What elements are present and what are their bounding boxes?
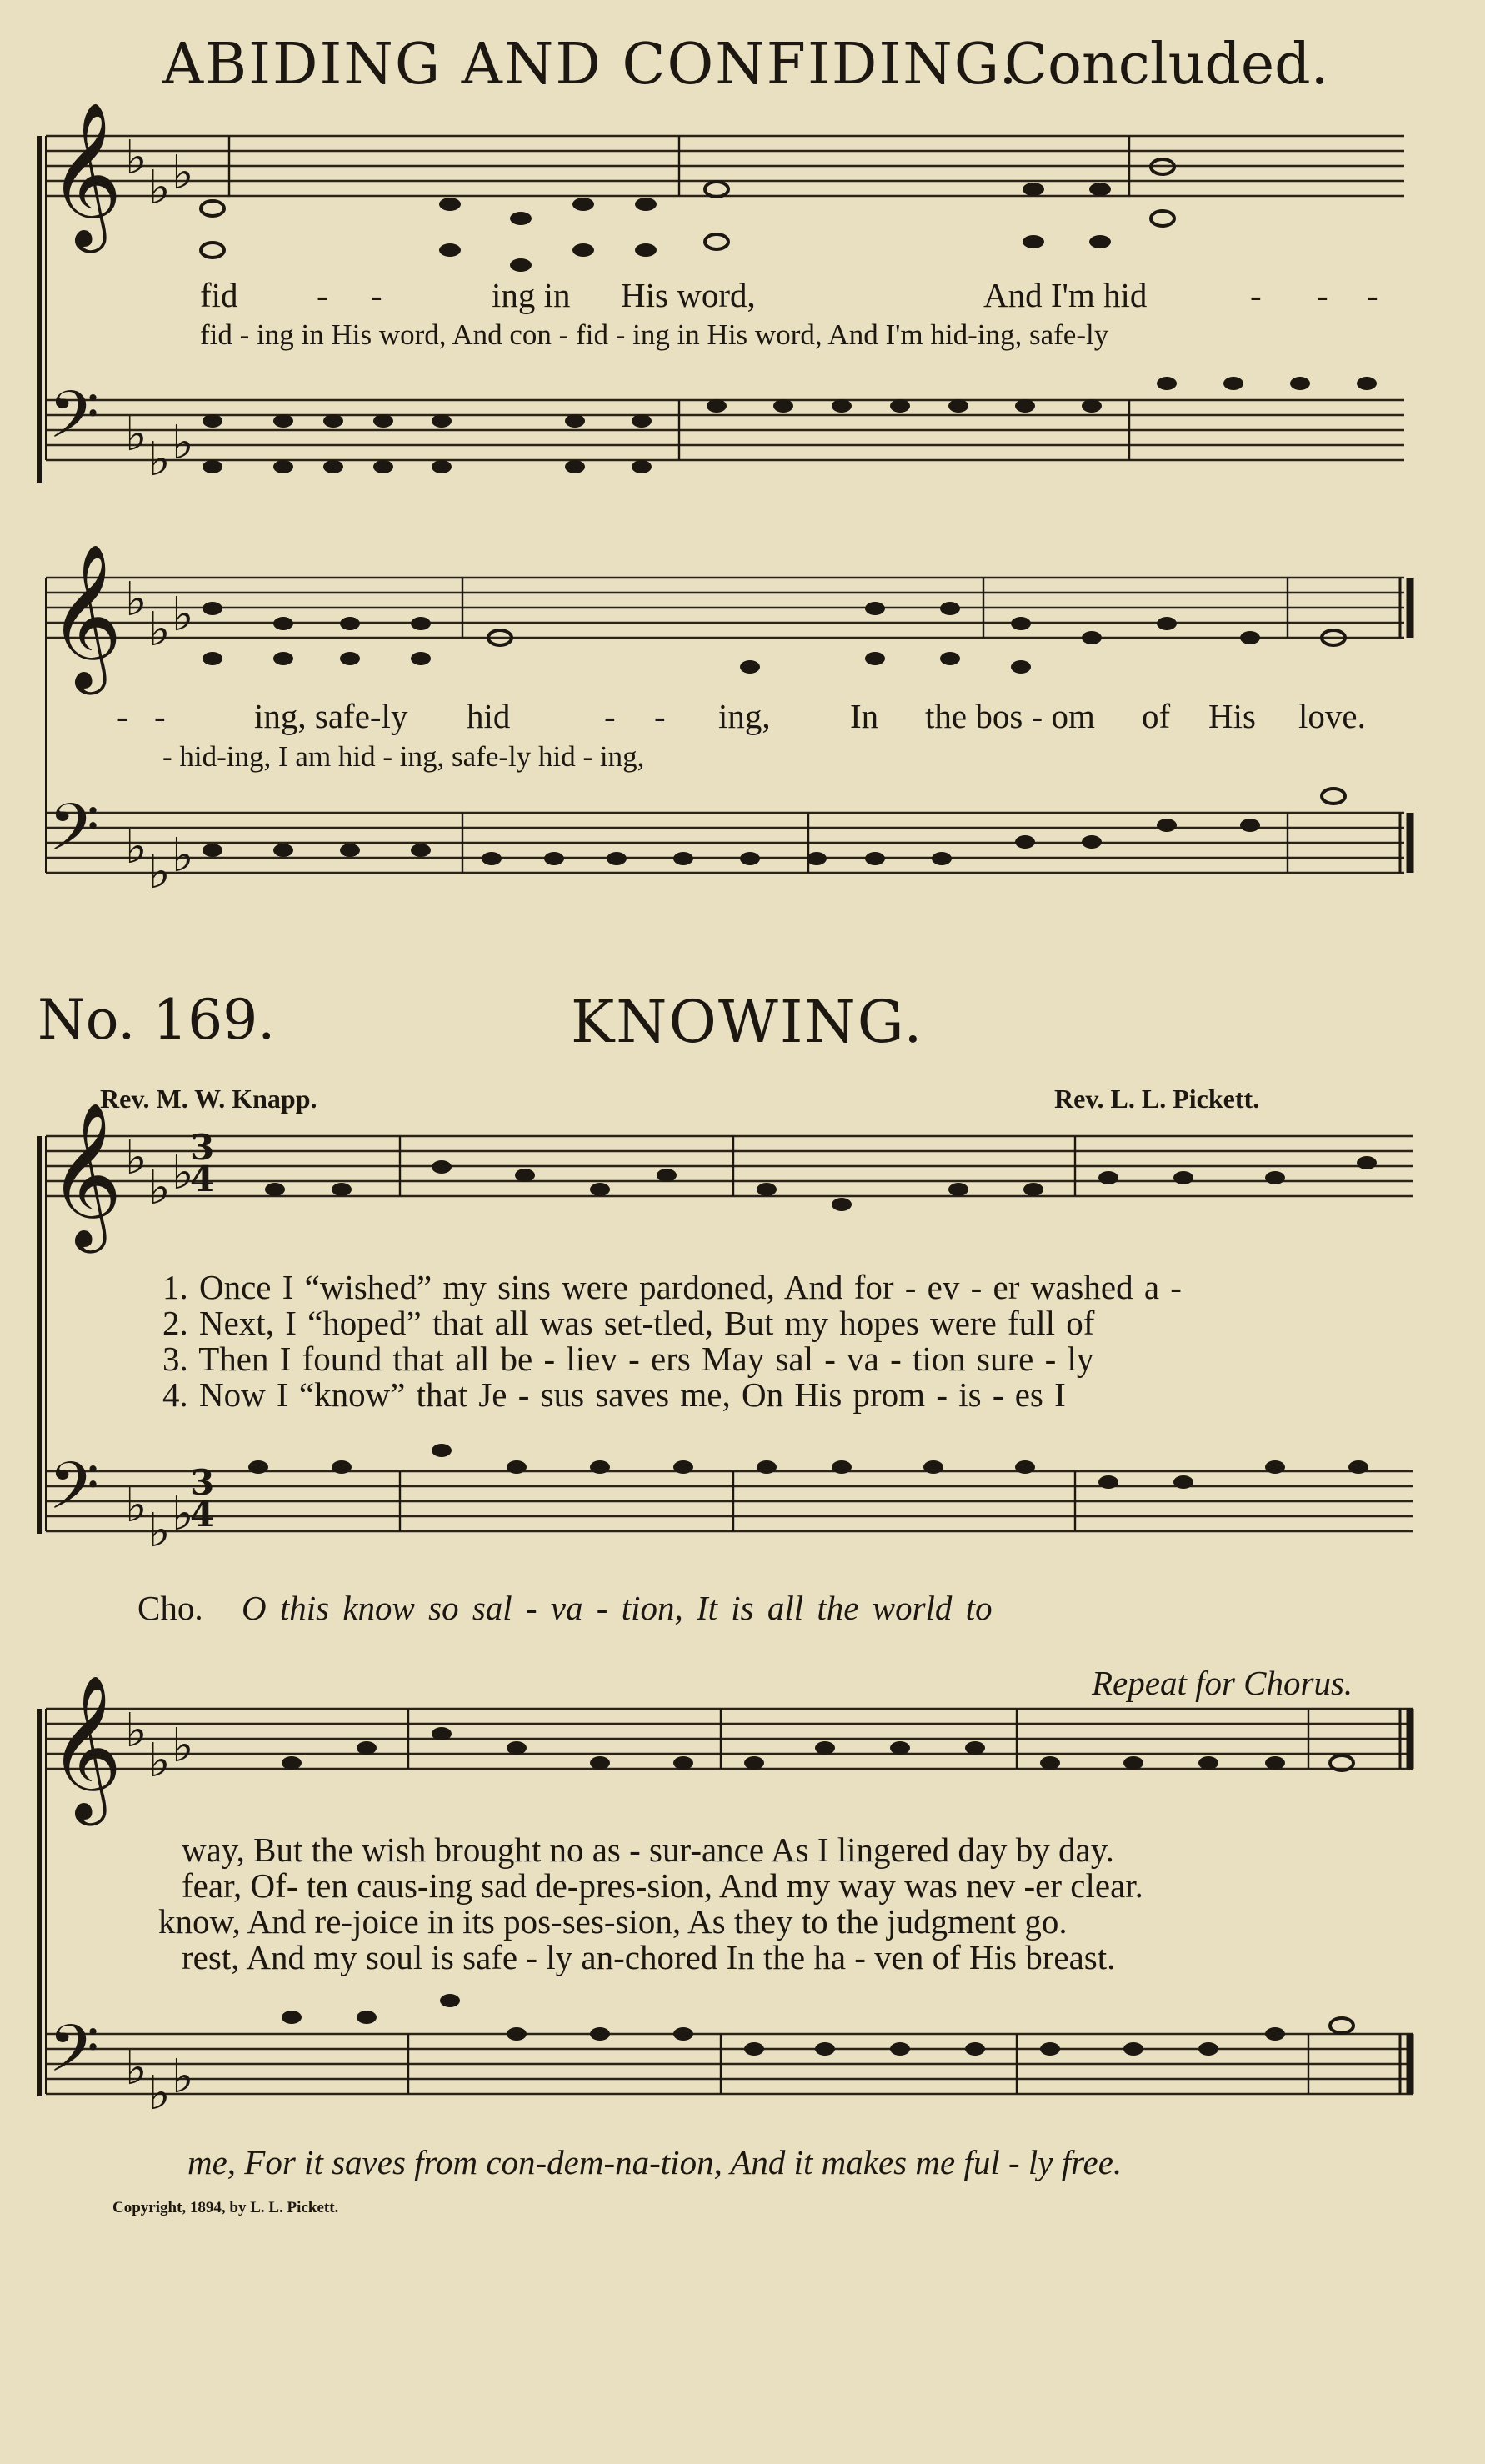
svg-text:♭: ♭ <box>148 1734 171 1788</box>
svg-text:♭: ♭ <box>172 1719 194 1773</box>
svg-text:𝄞: 𝄞 <box>48 1102 122 1247</box>
svg-text:𝄢: 𝄢 <box>48 2011 100 2103</box>
composer-credit: Rev. L. L. Pickett. <box>1054 1084 1260 1114</box>
svg-text:♭: ♭ <box>125 1131 148 1185</box>
svg-text:𝄞: 𝄞 <box>48 543 122 689</box>
svg-text:♭: ♭ <box>172 829 194 883</box>
svg-text:♭: ♭ <box>172 1487 194 1541</box>
svg-text:♭: ♭ <box>148 1504 171 1558</box>
svg-text:♭: ♭ <box>172 588 194 642</box>
verse-3-line-2: know, And re-joice in its pos-ses-sion, As they to the judgment go. <box>158 1902 1068 1941</box>
chorus-line-1: O this know so sal - va - tion, It is all the world to <box>242 1589 992 1627</box>
svg-text:♭: ♭ <box>125 1479 148 1533</box>
verse-1-line-2: way, But the wish brought no as - sur-ance As I lingered day by day. <box>182 1830 1114 1869</box>
svg-text:♭: ♭ <box>172 1146 194 1200</box>
svg-text:♭: ♭ <box>125 131 148 185</box>
svg-text:♭: ♭ <box>172 2050 194 2104</box>
svg-text:♭: ♭ <box>125 408 148 462</box>
svg-text:♭: ♭ <box>148 433 171 487</box>
svg-text:♭: ♭ <box>148 845 171 899</box>
time-signature-treble: 3 4 <box>190 1127 215 1199</box>
system-1-treble-staff <box>46 136 1404 196</box>
lyrics-system-2-bottom: - hid-ing, I am hid - ing, safe-ly hid - ing, <box>162 740 645 773</box>
verse-2-line-1: 2. Next, I “hoped” that all was set-tled, But my hopes were full of <box>162 1304 1095 1342</box>
svg-text:♭: ♭ <box>148 603 171 657</box>
hymn-title: KNOWING. <box>571 988 924 1056</box>
svg-text:♭: ♭ <box>125 1704 148 1758</box>
page-title: ABIDING AND CONFIDING. <box>162 32 1019 98</box>
verse-3-line-1: 3. Then I found that all be - liev - ers May sal - va - tion sure - ly <box>162 1340 1094 1378</box>
treble-clef-icon: 𝄞 <box>48 102 122 247</box>
lyrics-system-1-bottom: fid - ing in His word, And con - fid - ing in His word, And I'm hid-ing, safe-ly <box>200 318 1109 351</box>
svg-text:𝄞: 𝄞 <box>48 1675 122 1820</box>
verse-4-line-2: rest, And my soul is safe - ly an-chored In the ha - ven of His breast. <box>182 1938 1116 1976</box>
svg-text:♭: ♭ <box>125 2041 148 2096</box>
svg-text:♭: ♭ <box>172 146 194 200</box>
svg-text:♭: ♭ <box>148 161 171 215</box>
svg-text:𝄢: 𝄢 <box>48 790 100 882</box>
lyricist-credit: Rev. M. W. Knapp. <box>100 1084 318 1114</box>
svg-text:♭: ♭ <box>125 573 148 627</box>
verse-2-line-2: fear, Of- ten caus-ing sad de-pres-sion, And my way was nev -er clear. <box>182 1866 1143 1905</box>
time-signature-bass: 3 4 <box>190 1462 215 1535</box>
svg-text:♭: ♭ <box>148 1161 171 1215</box>
svg-text:♭: ♭ <box>172 416 194 470</box>
repeat-for-chorus-note: Repeat for Chorus. <box>1092 1664 1353 1702</box>
hymn-number: No. 169. <box>38 988 276 1052</box>
chorus-label: Cho. <box>138 1589 203 1627</box>
svg-text:♭: ♭ <box>125 820 148 874</box>
bass-clef-icon: 𝄢 <box>48 378 100 469</box>
svg-text:𝄢: 𝄢 <box>48 1449 100 1540</box>
page-subtitle: Concluded. <box>1004 32 1329 98</box>
verse-1-line-1: 1. Once I “wished” my sins were pardoned, And for - ev - er washed a - <box>162 1268 1182 1306</box>
chorus-line-2: me, For it saves from con-dem-na-tion, And it makes me ful - ly free. <box>188 2143 1122 2181</box>
copyright-notice: Copyright, 1894, by L. L. Pickett. <box>112 2199 339 2216</box>
svg-text:♭: ♭ <box>148 2066 171 2121</box>
verse-4-line-1: 4. Now I “know” that Je - sus saves me, On His prom - is - es I <box>162 1375 1066 1414</box>
